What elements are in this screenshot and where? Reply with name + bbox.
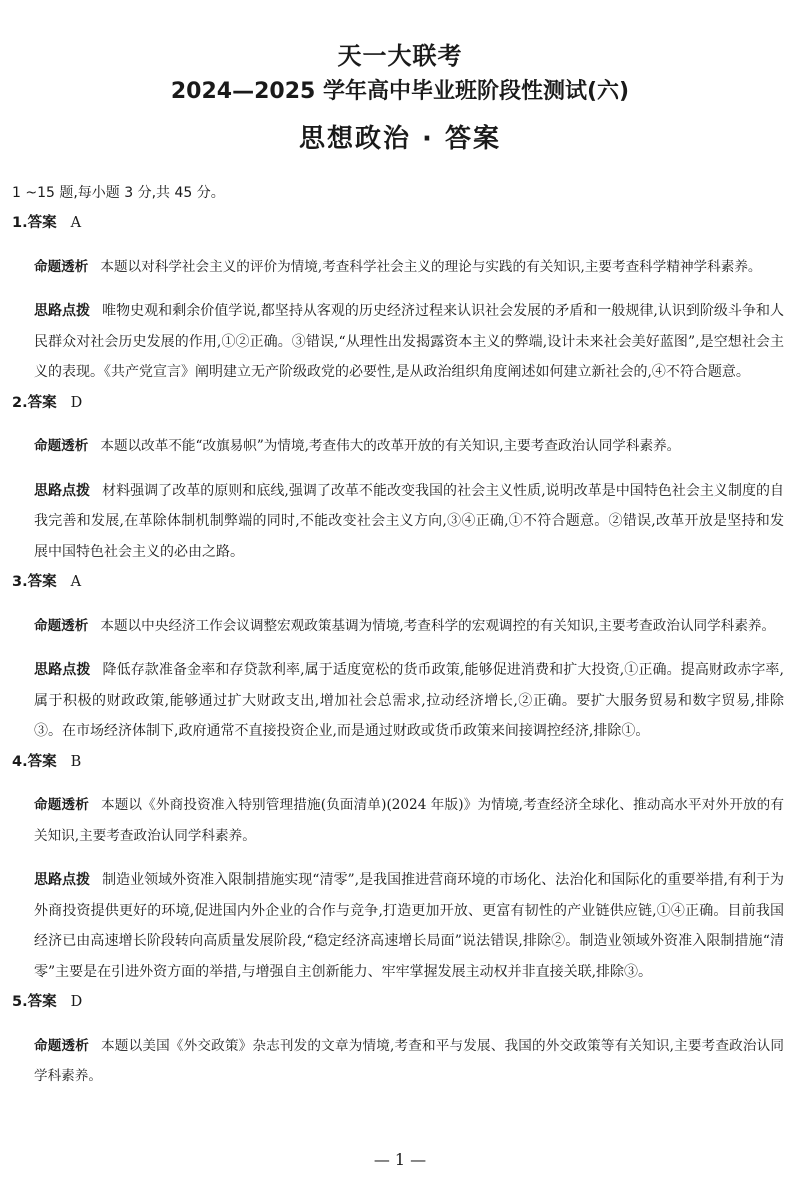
answer-list xyxy=(0,208,800,1092)
question-2-answer xyxy=(12,388,800,418)
question-1-analysis xyxy=(34,252,784,283)
question-3-analysis xyxy=(34,611,784,642)
question-number: 3. xyxy=(12,574,28,591)
question-4-hint xyxy=(34,865,784,987)
analysis-label: 命题透析 xyxy=(34,1037,90,1054)
answer-label: 答案 xyxy=(27,753,57,770)
answer-label: 答案 xyxy=(27,994,57,1011)
analysis-label: 命题透析 xyxy=(34,797,89,814)
question-5-answer xyxy=(12,987,800,1017)
analysis-text: 本题以改革不能“改旗易帜”为情境,考查伟大的改革开放的有关知识,主要考查政治认同学科素养。 xyxy=(100,438,681,455)
exam-title: 2024—2025 学年高中毕业班阶段性测试(六) xyxy=(170,79,630,104)
question-4-answer xyxy=(12,747,800,777)
analysis-text: 本题以中央经济工作会议调整宏观政策基调为情境,考查科学的宏观调控的有关知识,主要考查政治认同学科素养。 xyxy=(100,617,776,634)
answer-label: 答案 xyxy=(27,574,57,591)
question-number: 4. xyxy=(12,753,28,770)
question-3-answer xyxy=(12,567,800,597)
hint-text: 降低存款准备金率和存贷款利率,属于适度宽松的货币政策,能够促进消费和扩大投资,①正确。提高财政赤字率,属于积极的财政政策,能够通过扩大财政支出,增加社会总需求,拉动经济增长,②正确。要扩大服务贸易和数字贸易,排除③。在市场经济体制下,政府通常不直接投资企业,而是通过财政或货币政策来间接调控经济,排除①。 xyxy=(34,662,784,740)
answer-value: D xyxy=(70,394,83,411)
exam-organizer: 天一大联考 xyxy=(337,42,463,70)
analysis-label: 命题透析 xyxy=(34,617,89,634)
hint-label: 思路点拨 xyxy=(34,303,91,320)
hint-label: 思路点拨 xyxy=(34,872,91,889)
question-5-analysis xyxy=(34,1031,784,1092)
question-1-answer xyxy=(12,208,800,238)
hint-label: 思路点拨 xyxy=(34,662,91,679)
answer-label: 答案 xyxy=(27,215,57,231)
question-2-hint xyxy=(34,476,784,568)
question-2-analysis xyxy=(34,431,784,462)
question-3-hint xyxy=(34,655,784,747)
scoring-intro: 1 ~15 题,每小题 3 分,共 45 分。 xyxy=(12,185,225,201)
answer-value: A xyxy=(70,215,82,231)
answer-value: D xyxy=(70,994,83,1011)
question-1-hint xyxy=(34,296,784,388)
analysis-label: 命题透析 xyxy=(34,258,89,275)
analysis-label: 命题透析 xyxy=(34,438,89,455)
question-number: 5. xyxy=(12,994,28,1011)
subject-title: 思想政治 · 答案 xyxy=(299,124,501,154)
question-number: 1. xyxy=(12,215,28,231)
hint-text: 唯物史观和剩余价值学说,都坚持从客观的历史经济过程来认识社会发展的矛盾和一般规律,认识到阶级斗争和人民群众对社会历史发展的作用,①②正确。③错误,“从理性出发揭露资本主义的弊端,设计未来社会美好蓝图”,是空想社会主义的表现。《共产党宣言》阐明建立无产阶级政党的必要性,是从政治组织角度阐述如何建立新社会的,④不符合题意。 xyxy=(34,303,785,381)
answer-value: B xyxy=(70,753,82,770)
hint-text: 制造业领域外资准入限制措施实现“清零”,是我国推进营商环境的市场化、法治化和国际化的重要举措,有利于为外商投资提供更好的环境,促进国内外企业的合作与竞争,打造更加开放、更富有韧性的产业链供应链,①④正确。目前我国经济已由高速增长阶段转向高质量发展阶段,“稳定经济高速增长局面”说法错误,排除②。制造业领域外资准入限制措施“清零”主要是在引进外资方面的举措,与增强自主创新能力、牢牢掌握发展主动权并非直接关联,排除③。 xyxy=(34,872,784,980)
hint-text: 材料强调了改革的原则和底线,强调了改革不能改变我国的社会主义性质,说明改革是中国特色社会主义制度的自我完善和发展,在革除体制机制弊端的同时,不能改变社会主义方向,③④正确,①不符合题意。②错误,改革开放是坚持和发展中国特色社会主义的必由之路。 xyxy=(34,482,785,560)
answer-label: 答案 xyxy=(27,394,57,411)
question-number: 2. xyxy=(12,394,28,411)
analysis-text: 本题以《外商投资准入特别管理措施(负面清单)(2024 年版)》为情境,考查经济全球化、推动高水平对外开放的有关知识,主要考查政治认同学科素养。 xyxy=(34,797,784,844)
analysis-text: 本题以对科学社会主义的评价为情境,考查科学社会主义的理论与实践的有关知识,主要考查科学精神学科素养。 xyxy=(100,258,762,275)
answer-value: A xyxy=(70,574,82,591)
question-4-analysis xyxy=(34,790,784,851)
analysis-text: 本题以美国《外交政策》杂志刊发的文章为情境,考查和平与发展、我国的外交政策等有关知识,主要考查政治认同学科素养。 xyxy=(34,1037,785,1085)
page-number: — 1 — xyxy=(373,1150,427,1169)
hint-label: 思路点拨 xyxy=(34,482,91,499)
